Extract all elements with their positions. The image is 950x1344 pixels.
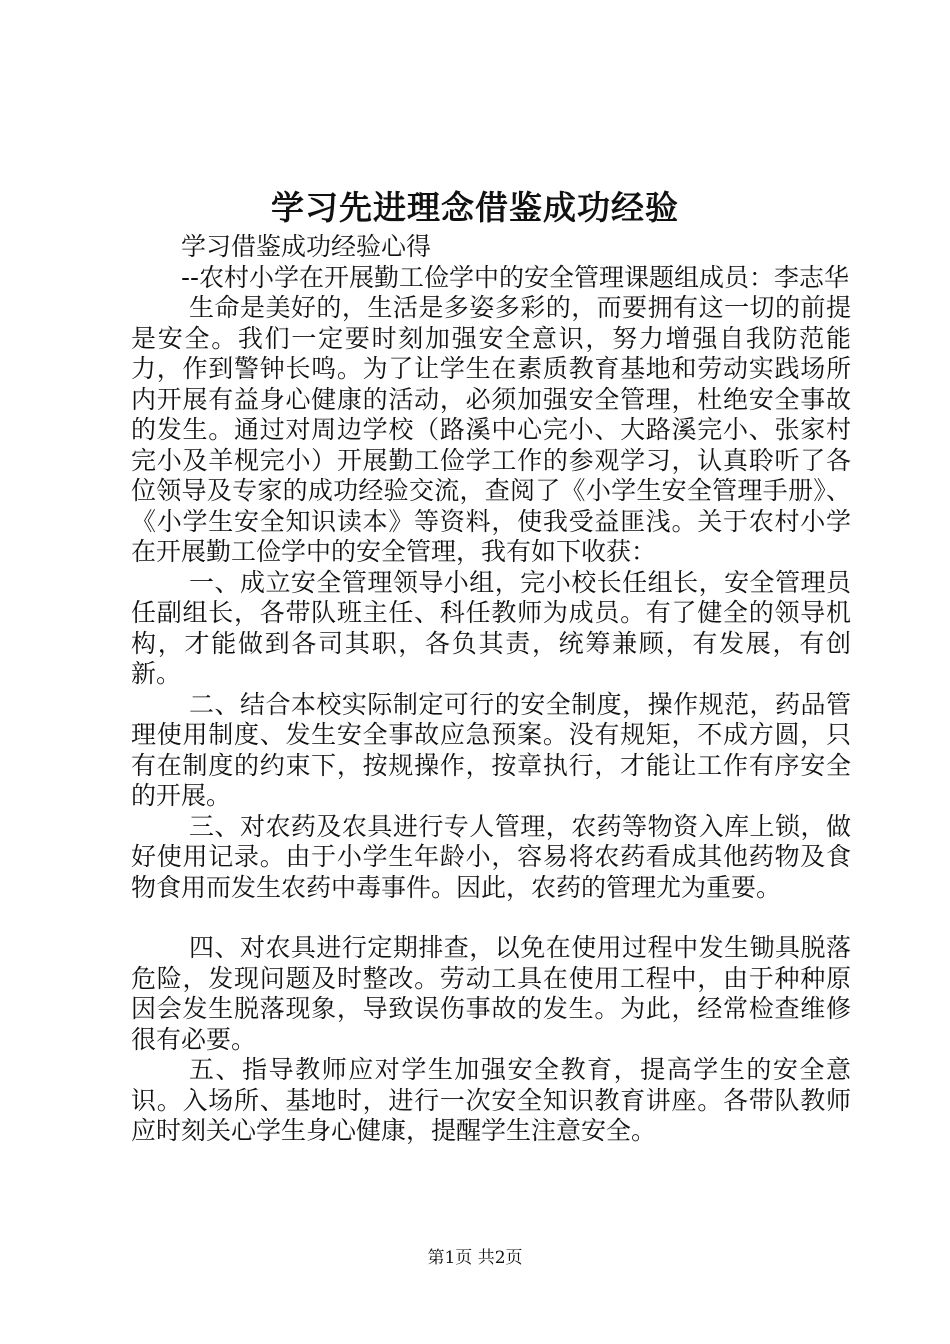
- paragraph-item-1: 一、成立安全管理领导小组，完小校长任组长，安全管理员任副组长，各带队班主任、科任教师为成员。有了健全的领导机构，才能做到各司其职，各负其责，统筹兼顾，有发展，有创新。: [131, 567, 851, 688]
- document-body: [131, 232, 851, 1147]
- byline: --农村小学在开展勤工俭学中的安全管理课题组成员：李志华: [181, 262, 850, 292]
- page-number: 第1页 共2页: [427, 1248, 523, 1268]
- paragraph-item-2: 二、结合本校实际制定可行的安全制度，操作规范，药品管理使用制度、发生安全事故应急预案。没有规矩，不成方圆，只有在制度的约束下，按规操作，按章执行，才能让工作有序安全的开展。: [131, 689, 851, 810]
- paragraph-gap: [131, 903, 851, 933]
- paragraph-item-4: 四、对农具进行定期排查，以免在使用过程中发生锄具脱落危险，发现问题及时整改。劳动工具在使用工程中，由于种种原因会发生脱落现象，导致误伤事故的发生。为此，经常检查维修很有必要。: [131, 933, 851, 1054]
- paragraph-item-5: 五、指导教师应对学生加强安全教育，提高学生的安全意识。入场所、基地时，进行一次安全知识教育讲座。各带队教师应时刻关心学生身心健康，提醒学生注意安全。: [131, 1055, 851, 1145]
- paragraph-intro: 生命是美好的，生活是多姿多彩的，而要拥有这一切的前提是安全。我们一定要时刻加强安全意识，努力增强自我防范能力，作到警钟长鸣。为了让学生在素质教育基地和劳动实践场所内开展有益身心健康的活动，必须加强安全管理，杜绝安全事故的发生。通过对周边学校（路溪中心完小、大路溪完小、张家村完小及羊枧完小）开展勤工俭学工作的参观学习，认真聆听了各位领导及专家的成功经验交流，查阅了《小学生安全管理手册》、《小学生安全知识读本》等资料，使我受益匪浅。关于农村小学在开展勤工俭学中的安全管理，我有如下收获：: [131, 293, 851, 566]
- document-title: 学习先进理念借鉴成功经验: [271, 188, 679, 227]
- paragraph-item-3: 三、对农药及农具进行专人管理，农药等物资入库上锁，做好使用记录。由于小学生年龄小，容易将农药看成其他药物及食物食用而发生农药中毒事件。因此，农药的管理尤为重要。: [131, 811, 851, 902]
- subtitle: 学习借鉴成功经验心得: [181, 232, 432, 261]
